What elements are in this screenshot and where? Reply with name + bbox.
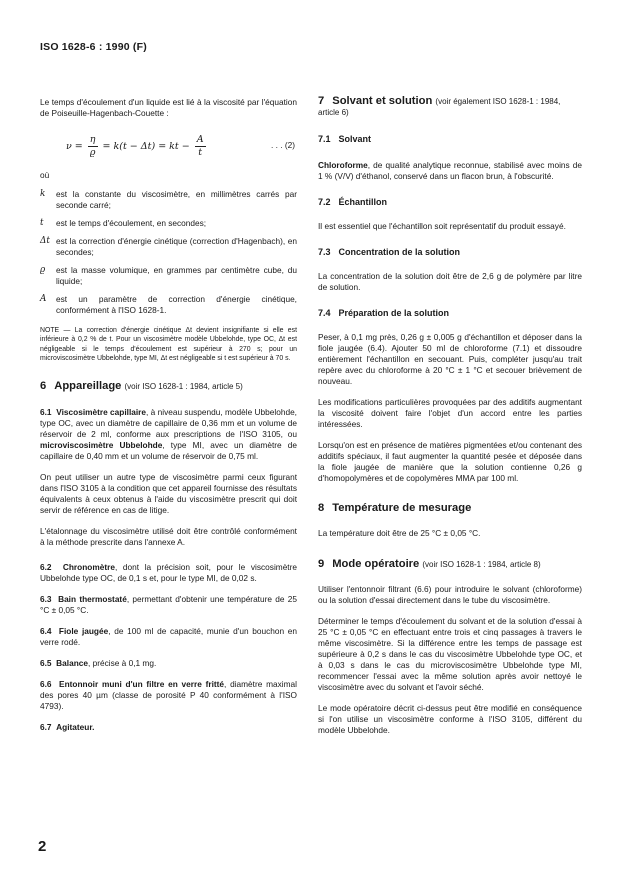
clause-text: , diamètre maximal des pores 40 µm (classe de porosité P 40 conformément à l'ISO 4793).	[40, 678, 297, 711]
clause-6-2	[40, 562, 297, 584]
preparation-paragraph-3: Lorsqu'on est en présence de matières pigmentées et/ou contenant des additifs spéciaux, il faut augmenter la quantité pesée et déposée dans la fiole jaugée de manière que la solution contienne 0,26 g d'homopolymères et de copolymères MMA par 100 ml.	[318, 440, 582, 483]
note: NOTE — La correction d'énergie cinétique Δt devient insignifiante si elle est inférieure à 0,2 % de t. Pour un viscosimètre modèle Ubbelohde, type OC, Δt est négligeable si le temps d'écoulement est supérieur à 270 s; pour un microviscosimètre Ubbelohde, type MI, Δt est négligeable si t est supérieur à 70 s.	[40, 327, 297, 363]
clause-6-3	[40, 594, 297, 616]
clause-title: Viscosimètre capillaire	[56, 406, 147, 417]
clause-number: 6.7	[40, 721, 52, 732]
section-title: Mode opératoire	[332, 558, 420, 570]
subsection-number: 7.4	[318, 308, 331, 318]
procedure-paragraph-1: Utiliser l'entonnoir filtrant (6.6) pour introduire le solvant (chloroforme) ou la solution d'essai directement dans le tube du viscosimètre.	[318, 584, 582, 605]
subsection-7-1-heading	[318, 134, 582, 145]
clause-6-1	[40, 407, 297, 462]
definition-k	[40, 189, 297, 211]
clause-text-2: , type MI, avec un diamètre de capillaire de 0,40 mm et un volume de réservoir de 0,75 ml.	[40, 439, 297, 461]
calibration-paragraph: L'étalonnage du viscosimètre utilisé doit être contrôlé conformément à la méthode prescrite dans l'annexe A.	[40, 525, 297, 547]
section-number: 9	[318, 558, 325, 570]
subsection-7-4-heading	[318, 308, 582, 319]
section-9-heading	[318, 559, 582, 570]
clause-number: 6.6	[40, 678, 52, 689]
section-title: Température de mesurage	[332, 502, 472, 514]
definition-a	[40, 294, 297, 316]
definition-t	[40, 218, 297, 229]
subsection-7-2-heading	[318, 197, 582, 208]
section-number: 8	[318, 502, 325, 514]
subsection-title: Solvant	[338, 134, 372, 144]
solvent-name: Chloroforme	[318, 160, 368, 170]
clause-6-7	[40, 722, 297, 733]
equation-fraction-2	[195, 134, 206, 159]
clause-text: , permettant d'obtenir une température de 25 °C ± 0,05 °C.	[40, 593, 297, 615]
clause-title: Agitateur.	[56, 721, 95, 732]
preparation-paragraph-2: Les modifications particulières provoquées par des additifs augmentant la viscosité doivent faire l'objet d'un accord entre les parties intéressées.	[318, 397, 582, 429]
fraction-1-denominator: ϱ	[89, 147, 96, 158]
subsection-title: Concentration de la solution	[338, 247, 461, 257]
fraction-2-numerator: A	[196, 134, 204, 145]
definition-rho	[40, 265, 297, 287]
equation-middle: = k(t − Δt) = kt −	[102, 141, 190, 152]
sample-paragraph: Il est essentiel que l'échantillon soit représentatif du produit essayé.	[318, 221, 566, 231]
right-column	[318, 96, 582, 736]
equation-lhs: ν =	[66, 141, 83, 152]
definition-text: est la masse volumique, en grammes par centimètre cube, du liquide;	[56, 265, 297, 286]
section-title: Appareillage	[54, 379, 122, 392]
fraction-1-numerator: η	[89, 134, 96, 145]
temperature-paragraph: La température doit être de 25 °C ± 0,05 °C.	[318, 528, 481, 538]
clause-6-5	[40, 658, 297, 669]
definition-delta-t	[40, 236, 297, 258]
section-title: Solvant et solution	[332, 95, 433, 107]
solvent-paragraph	[318, 160, 582, 182]
procedure-paragraph-3: Le mode opératoire décrit ci-dessus peut être modifié en conséquence si l'on utilise un viscosimètre conforme à l'ISO 3105, différent du modèle Ubbelohde.	[318, 703, 582, 735]
where-label: où	[40, 170, 50, 180]
section-reference: (voir ISO 1628-1 : 1984, article 8)	[422, 560, 541, 569]
definition-text: est un paramètre de correction d'énergie cinétique, conformément à l'ISO 1628-1.	[56, 294, 297, 315]
clause-number: 6.3	[40, 593, 52, 604]
equation-number: . . . (2)	[271, 140, 295, 150]
subsection-title: Préparation de la solution	[338, 308, 450, 318]
clause-number: 6.1	[40, 406, 52, 417]
subsection-number: 7.1	[318, 134, 331, 144]
clause-title: Fiole jaugée	[58, 625, 109, 636]
definition-symbol: ϱ	[40, 265, 46, 275]
section-reference: (voir également ISO 1628-1 : 1984, article 6)	[318, 97, 561, 117]
left-column	[40, 97, 297, 733]
subsection-title: Échantillon	[338, 197, 388, 207]
procedure-paragraph-2: Déterminer le temps d'écoulement du solvant et de la solution d'essai à 25 °C ± 0,05 °C en effectuant entre trois et cinq passages à travers le même viscosimètre. Si la différence entre les temps de passage est supérieure à 0,2 s dans le cas du viscosimètre Ubbelohde type OC, et à 0,03 s dans le cas du microviscosimètre Ubbelohde type MI, recommencer l'essai avec la même solution après avoir nettoyé le viscosimètre avec du solvant et l'avoir séché.	[318, 616, 582, 692]
clause-text: , dont la précision soit, pour le viscosimètre Ubbelohde type OC, de 0,1 s et, pour le type MI, de 0,02 s.	[40, 561, 297, 583]
intro-paragraph: Le temps d'écoulement d'un liquide est lié à la viscosité par l'équation de Poiseuille-Hagenbach-Couette :	[40, 97, 297, 118]
definition-symbol: k	[40, 189, 46, 199]
definition-text: est le temps d'écoulement, en secondes;	[56, 218, 207, 228]
clause-title-2: microviscosimètre Ubbelohde	[40, 439, 163, 450]
section-7-heading	[318, 96, 582, 118]
clause-6-4	[40, 626, 297, 648]
clause-text: , précise à 0,1 mg.	[88, 657, 157, 668]
solvent-text: , de qualité analytique reconnue, stabilisé avec moins de 1 % (V/V) d'éthanol, conservé dans un flacon brun, à l'obscurité.	[318, 160, 582, 181]
section-number: 7	[318, 95, 325, 107]
definition-symbol: Δt	[40, 236, 50, 246]
clause-number: 6.5	[40, 657, 52, 668]
preparation-paragraph-1: Peser, à 0,1 mg près, 0,26 g ± 0,005 g d'échantillon et déposer dans la fiole jaugée (6.4). Ajouter 50 ml de chloroforme (7.1) et dissoudre entièrement l'échantillon en secouant. Puis, compléter jusqu'au trait repère avec du chloroforme à 20 °C ± 1 °C et secouer brièvement de nouveau.	[318, 332, 582, 386]
concentration-paragraph: La concentration de la solution doit être de 2,6 g de polymère par litre de solution.	[318, 271, 582, 292]
page-number: 2	[38, 838, 47, 855]
subsection-7-3-heading	[318, 247, 582, 258]
equation-body	[66, 134, 208, 159]
alternative-viscometer-paragraph: On peut utiliser un autre type de viscosimètre parmi ceux figurant dans l'ISO 3105 à la condition que cet appareil fournisse des résultats équivalents à ceux obtenus à l'aide du viscosimètre prescrit qui doit servir de référence en cas de litige.	[40, 471, 297, 515]
clause-title: Entonnoir muni d'un filtre en verre fritté	[59, 678, 225, 689]
section-number: 6	[40, 379, 47, 392]
section-8-heading	[318, 503, 582, 514]
subsection-number: 7.2	[318, 197, 331, 207]
clause-title: Balance	[56, 657, 88, 668]
fraction-2-denominator: t	[198, 147, 203, 158]
section-6-heading	[40, 381, 297, 392]
symbol-definitions	[40, 189, 297, 316]
definition-text: est la correction d'énergie cinétique (correction d'Hagenbach), en secondes;	[56, 236, 297, 257]
subsection-number: 7.3	[318, 247, 331, 257]
definition-text: est la constante du viscosimètre, en millimètres carrés par seconde carré;	[56, 189, 297, 210]
section-reference: (voir ISO 1628-1 : 1984, article 5)	[124, 381, 243, 391]
clause-text: , à niveau suspendu, modèle Ubbelohde, type OC, avec un diamètre de capillaire de 0,36 mm et un volume de réservoir de 2 ml, conforme aux prescriptions de l'ISO 3105, ou	[40, 406, 297, 439]
clause-title: Bain thermostaté	[58, 593, 127, 604]
equation-2	[40, 130, 297, 170]
definition-symbol: A	[40, 294, 47, 304]
clause-6-6	[40, 679, 297, 712]
clause-text: , de 100 ml de capacité, munie d'un bouchon en verre rodé.	[40, 625, 297, 647]
clause-number: 6.2	[40, 561, 52, 572]
clause-number: 6.4	[40, 625, 52, 636]
clause-title: Chronomètre	[62, 561, 115, 572]
equation-fraction-1	[88, 134, 98, 159]
definition-symbol: t	[40, 218, 44, 228]
running-header: ISO 1628-6 : 1990 (F)	[40, 41, 147, 53]
